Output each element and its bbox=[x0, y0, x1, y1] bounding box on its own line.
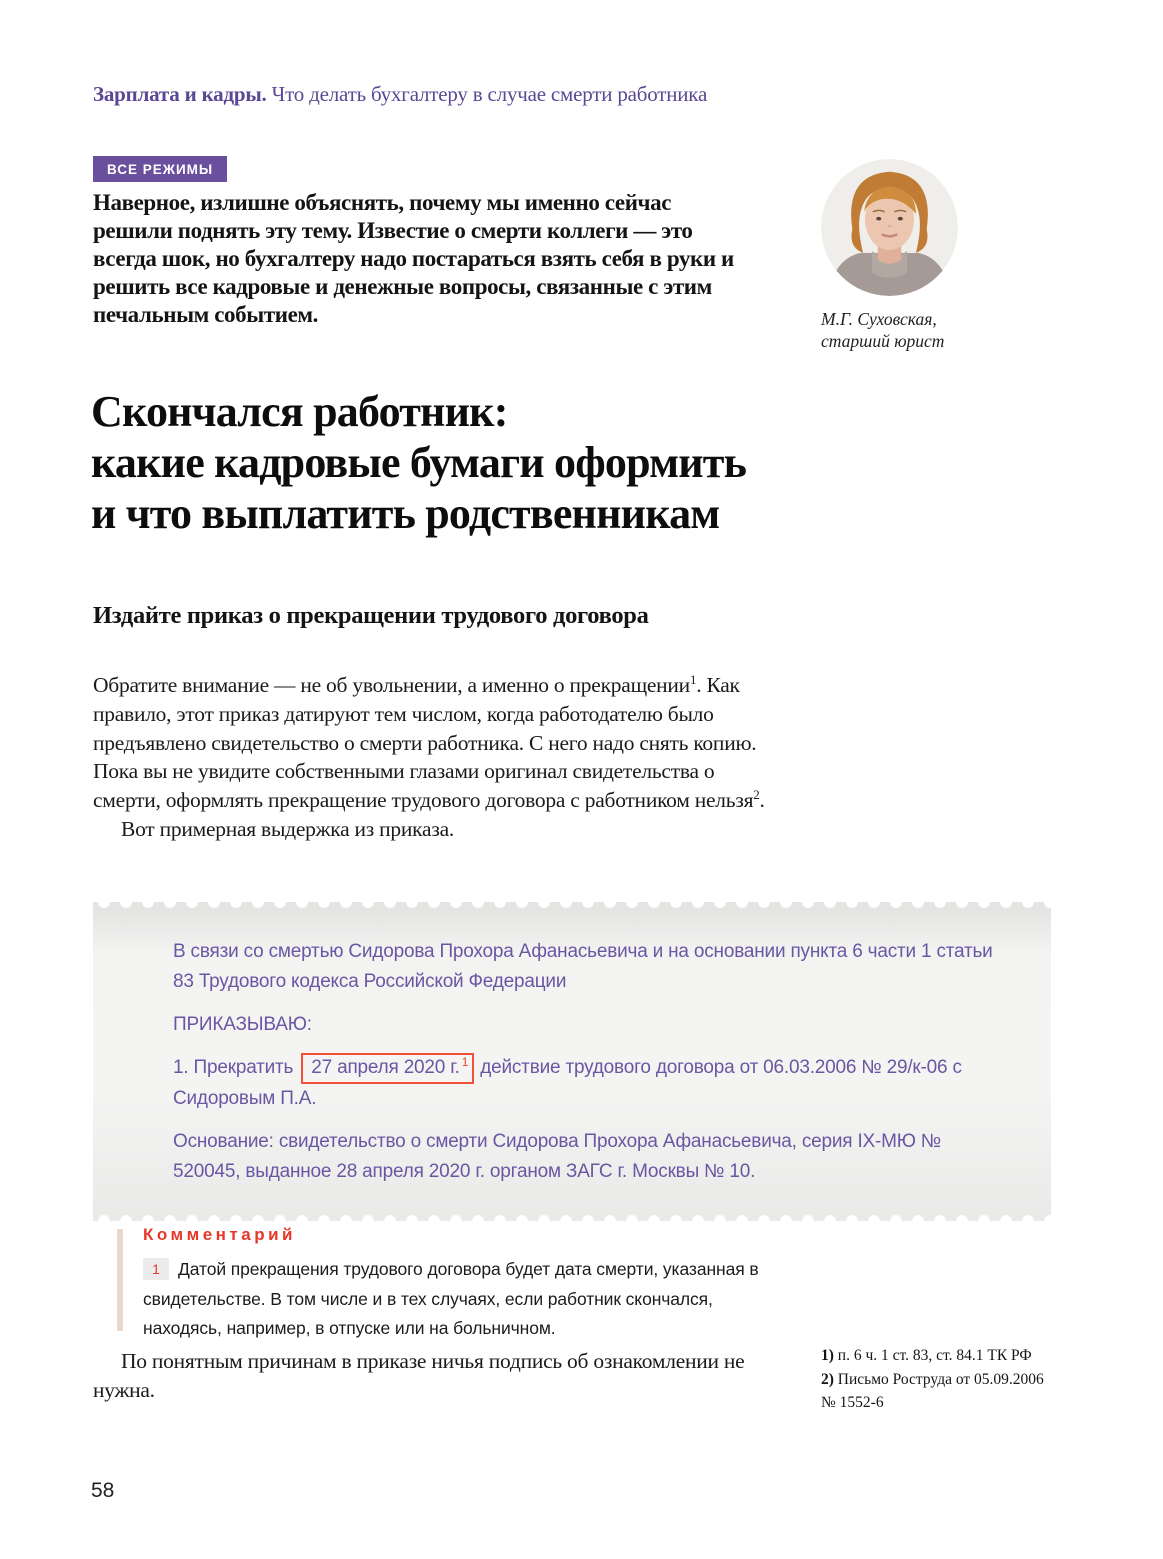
author-photo bbox=[821, 159, 958, 296]
page-number: 58 bbox=[91, 1479, 115, 1502]
footnote-1-text: п. 6 ч. 1 ст. 83, ст. 84.1 ТК РФ bbox=[833, 1347, 1032, 1364]
excerpt-paragraph-4: Основание: свидетельство о смерти Сидорова Прохора Афанасьевича, серия IX-МЮ № 520045, выданное 28 апреля 2020 г. органом ЗАГС г. Москвы № 10. bbox=[173, 1131, 942, 1182]
section-heading: Издайте приказ о прекращении трудового договора bbox=[93, 602, 649, 629]
excerpt-paragraph-1: В связи со смертью Сидорова Прохора Афанасьевича и на основании пункта 6 части 1 статьи 83 Трудового кодекса Российской Федерации bbox=[173, 941, 993, 992]
highlighted-date-box bbox=[301, 1053, 474, 1084]
article-body bbox=[93, 671, 783, 844]
footnote-ref-2: 2 bbox=[753, 787, 760, 803]
body-text: . Как правило, этот приказ датируют тем числом, когда работодателю было предъявлено свидетельство о смерти работника. С него надо снять копию. Пока вы не увидите собственными глазами оригинал свидетельства о смерти, оформлять прекращение трудового договора с работником нельзя bbox=[93, 673, 757, 813]
lede-paragraph: Наверное, излишне объяснять, почему мы именно сейчас решили поднять эту тему. Известие о смерти коллеги — это всегда шок, но бухгалтеру надо постараться взять себя в руки и решить все кадровые и денежные вопросы, связанные с этим печальным событием. bbox=[93, 190, 734, 327]
commentary-side-bar bbox=[117, 1229, 123, 1331]
kicker-subtitle: Что делать бухгалтеру в случае смерти работника bbox=[266, 82, 708, 106]
body-paragraph-1 bbox=[93, 671, 783, 815]
author-role: старший юрист bbox=[821, 331, 945, 351]
article-title-line2: какие кадровые бумаги оформить bbox=[91, 438, 747, 487]
article-title-line1: Скончался работник: bbox=[91, 387, 508, 436]
regime-badge: ВСЕ РЕЖИМЫ bbox=[93, 156, 227, 182]
body-paragraph-2: Вот примерная выдержка из приказа. bbox=[121, 816, 454, 841]
comment-ref-1: 1 bbox=[461, 1054, 469, 1069]
footnote-1-number: 1) bbox=[821, 1347, 834, 1364]
kicker-rubric: Зарплата и кадры. bbox=[93, 82, 267, 106]
kicker bbox=[93, 82, 1073, 107]
author-caption bbox=[821, 308, 1051, 352]
excerpt-paragraph-3 bbox=[173, 1053, 993, 1114]
commentary-text bbox=[143, 1255, 793, 1344]
woman-portrait-illustration bbox=[821, 159, 958, 296]
article-title bbox=[91, 386, 1091, 539]
excerpt-text: 1. Прекратить bbox=[173, 1057, 294, 1078]
footnote-ref-1: 1 bbox=[689, 671, 697, 687]
excerpt-text: действие трудового договора от 06.03.2006 № 29/к-06 с Сидоровым П.А. bbox=[173, 1057, 962, 1109]
commentary-marker-1: 1 bbox=[143, 1258, 169, 1280]
footnote-2-number: 2) bbox=[821, 1371, 834, 1388]
author-block bbox=[821, 159, 1051, 352]
body-text: . bbox=[759, 788, 765, 813]
footnote-1 bbox=[821, 1344, 1046, 1367]
article-title-line3: и что выплатить родственникам bbox=[91, 489, 720, 538]
commentary-body: Датой прекращения трудового договора будет дата смерти, указанная в свидетельстве. В том числе и в тех случаях, если работник скончался, находясь, например, в отпуске или на больничном. bbox=[143, 1259, 759, 1338]
highlighted-date: 27 апреля 2020 г. bbox=[311, 1057, 460, 1078]
footnote-2-text: Письмо Роструда от 05.09.2006 № 1552-6 bbox=[821, 1371, 1044, 1411]
commentary-heading: Комментарий bbox=[143, 1225, 296, 1244]
body-text: Обратите внимание — не об увольнении, а именно о прекращении bbox=[93, 673, 690, 697]
author-name: М.Г. Суховская, bbox=[821, 309, 937, 329]
closing-paragraph: По понятным причинам в приказе ничья подпись об ознакомлении не нужна. bbox=[93, 1349, 745, 1402]
commentary-block bbox=[117, 1225, 817, 1344]
excerpt-paragraph-2: ПРИКАЗЫВАЮ: bbox=[173, 1014, 312, 1035]
footnote-2 bbox=[821, 1368, 1046, 1414]
order-excerpt-box bbox=[93, 911, 1051, 1212]
footnotes bbox=[821, 1344, 1046, 1415]
